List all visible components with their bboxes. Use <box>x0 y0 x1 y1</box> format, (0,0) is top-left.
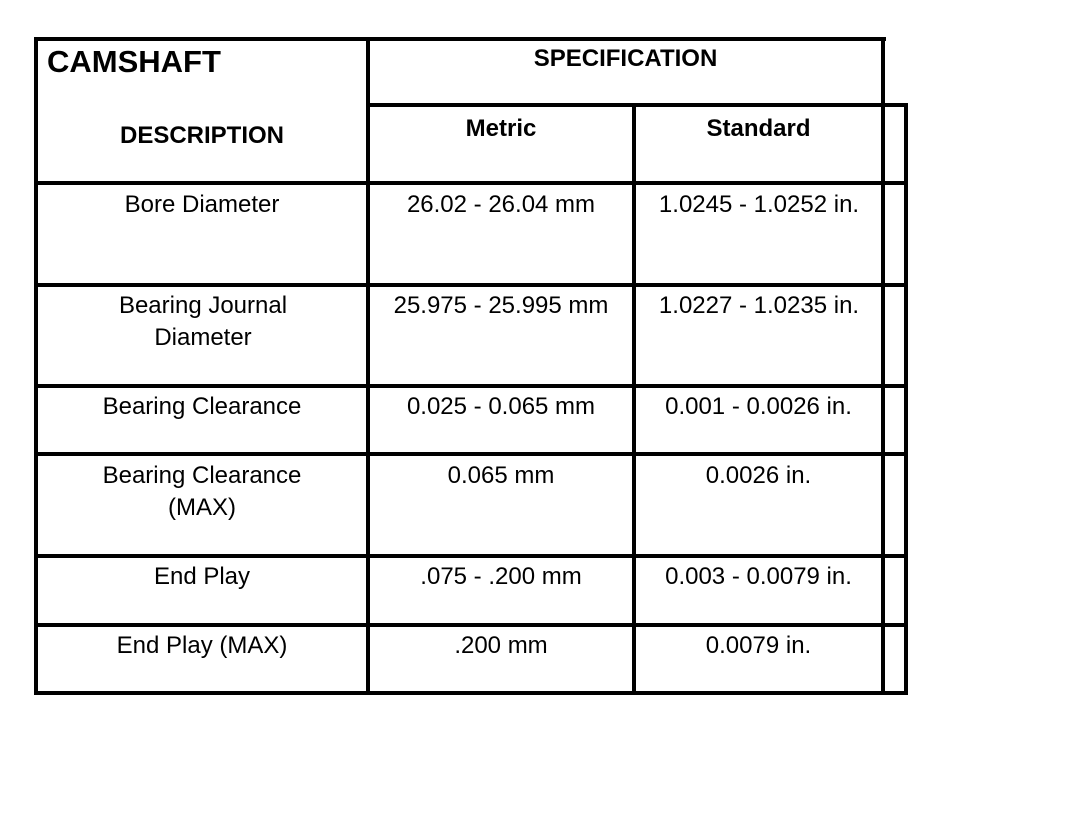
row-description: Bearing Clearance (MAX) <box>102 462 302 521</box>
row-description: Bearing Journal Diameter <box>118 292 288 351</box>
row-standard: 1.0227 - 1.0235 in. <box>658 292 860 319</box>
row-metric: 25.975 - 25.995 mm <box>393 292 609 319</box>
row-metric: 0.065 mm <box>447 462 555 489</box>
standard-header: Standard <box>706 115 811 142</box>
row-description: End Play <box>153 563 251 590</box>
row-metric: .200 mm <box>454 632 548 659</box>
table-title: CAMSHAFT <box>47 44 221 79</box>
row-metric: .075 - .200 mm <box>420 563 582 590</box>
table-border-right-inner <box>881 37 885 695</box>
row-metric: 26.02 - 26.04 mm <box>406 191 596 218</box>
row-metric: 0.025 - 0.065 mm <box>406 393 596 420</box>
row-description: End Play (MAX) <box>116 632 288 659</box>
description-header: DESCRIPTION <box>119 122 284 149</box>
specification-header: SPECIFICATION <box>533 45 718 72</box>
header-bottom-divider <box>34 181 908 185</box>
table-border-right-outer <box>904 105 908 695</box>
row-description: Bearing Clearance <box>102 393 302 420</box>
row-standard: 1.0245 - 1.0252 in. <box>658 191 860 218</box>
spec-subheader-divider <box>366 103 908 107</box>
row-divider-3 <box>34 452 908 456</box>
row-description: Bore Diameter <box>124 191 280 218</box>
row-standard: 0.0026 in. <box>705 462 812 489</box>
metric-header: Metric <box>465 115 537 142</box>
row-standard: 0.0079 in. <box>705 632 812 659</box>
row-standard: 0.003 - 0.0079 in. <box>665 563 852 590</box>
row-standard: 0.001 - 0.0026 in. <box>665 393 852 420</box>
table-border-bottom <box>34 691 908 695</box>
